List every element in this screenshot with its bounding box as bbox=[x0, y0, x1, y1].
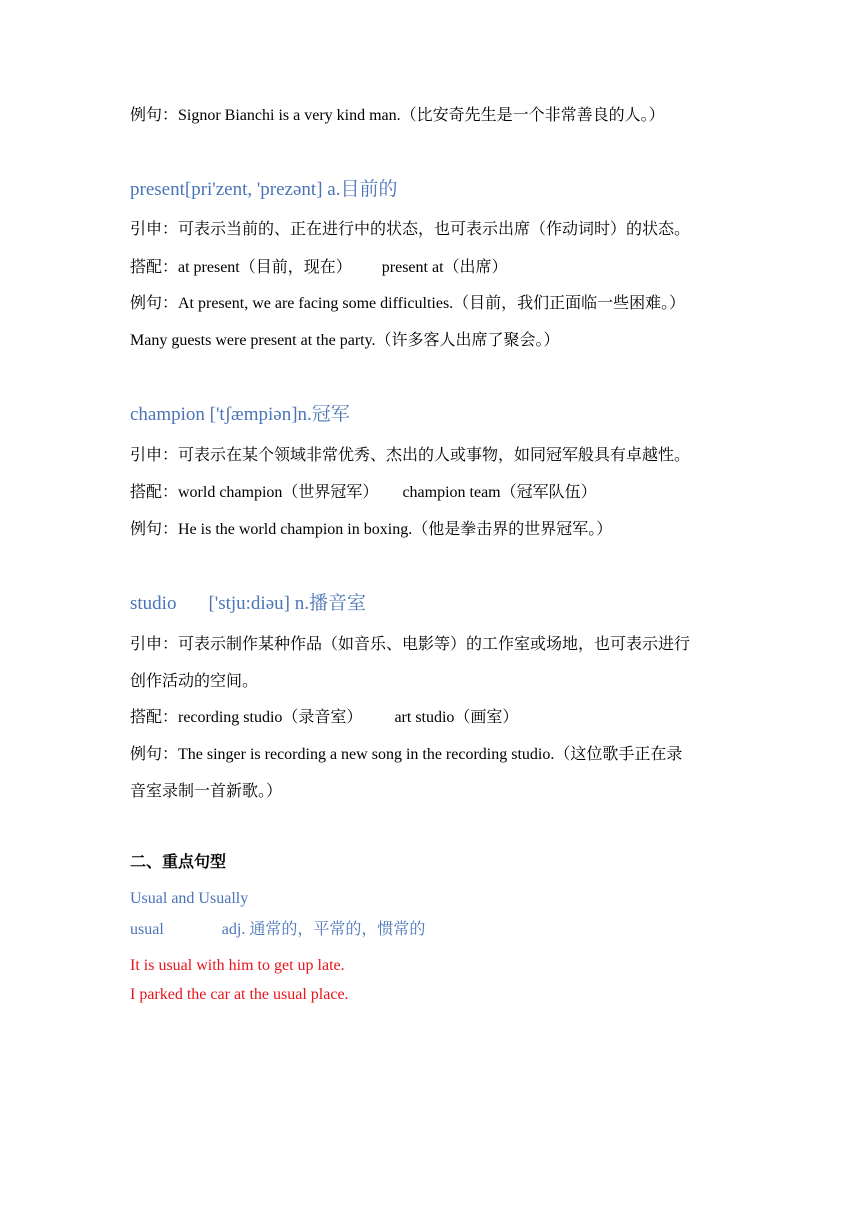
present-collocation-1: 搭配：at present（目前，现在） bbox=[130, 259, 352, 276]
studio-example-2: 音室录制一首新歌。） bbox=[130, 783, 283, 800]
studio-extension-1: 引申：可表示制作某种作品（如音乐、电影等）的工作室或场地，也可表示进行 bbox=[130, 636, 691, 653]
signor-example: 例句：Signor Bianchi is a very kind man.（比安奇先生是一个非常善良的人。） bbox=[130, 107, 665, 124]
section-subtitle: Usual and Usually bbox=[130, 890, 249, 907]
champion-extension: 引申：可表示在某个领域非常优秀、杰出的人或事物，如同冠军般具有卓越性。 bbox=[130, 447, 691, 464]
usual-word: usual bbox=[130, 921, 164, 938]
section-heading: 二、重点句型 bbox=[130, 854, 227, 871]
red-example-1: It is usual with him to get up late. bbox=[130, 957, 345, 974]
studio-extension-2: 创作活动的空间。 bbox=[130, 673, 259, 690]
champion-collocation-1: 搭配：world champion（世界冠军） bbox=[130, 484, 379, 501]
champion-collocation-2: champion team（冠军队伍） bbox=[402, 484, 597, 501]
studio-collocation-2: art studio（画室） bbox=[394, 709, 519, 726]
red-example-2: I parked the car at the usual place. bbox=[130, 986, 349, 1003]
studio-headword bbox=[130, 592, 366, 616]
usual-definition: adj. 通常的，平常的，惯常的 bbox=[221, 921, 426, 938]
present-extension: 引申：可表示当前的、正在进行中的状态，也可表示出席（作动词时）的状态。 bbox=[130, 221, 691, 238]
present-example-2: Many guests were present at the party.（许多客人出席了聚会。） bbox=[130, 332, 560, 349]
studio-collocations bbox=[130, 708, 518, 728]
present-collocations bbox=[130, 258, 508, 278]
champion-headword: champion ['tʃæmpiən]n.冠军 bbox=[130, 404, 350, 425]
studio-headword-rest: ['stju:diəu] n.播音室 bbox=[208, 593, 366, 614]
studio-example-1: 例句：The singer is recording a new song in the recording studio.（这位歌手正在录 bbox=[130, 746, 683, 763]
champion-example: 例句：He is the world champion in boxing.（他是拳击界的世界冠军。） bbox=[130, 521, 613, 538]
champion-collocations bbox=[130, 483, 597, 503]
present-collocation-2: present at（出席） bbox=[381, 259, 508, 276]
studio-headword-word: studio bbox=[130, 593, 177, 614]
studio-collocation-1: 搭配：recording studio（录音室） bbox=[130, 709, 363, 726]
present-example-1: 例句：At present, we are facing some difficulties.（目前，我们正面临一些困难。） bbox=[130, 295, 686, 312]
present-headword: present[pri'zent, 'prezənt] a.目前的 bbox=[130, 179, 398, 200]
usual-definition-line bbox=[130, 920, 425, 940]
